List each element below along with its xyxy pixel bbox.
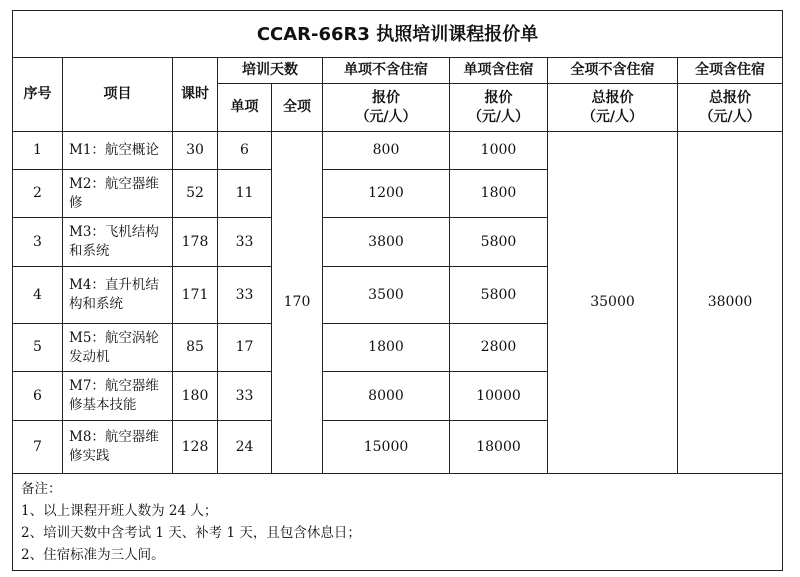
table-title: CCAR-66R3 执照培训课程报价单 [13, 11, 783, 58]
row-price-no-stay: 3500 [323, 267, 450, 324]
row-price-stay: 5800 [450, 218, 548, 267]
row-item: M2：航空器维修 [63, 170, 173, 218]
header-single-stay: 单项含住宿 [450, 58, 548, 84]
row-item: M3：飞机结构和系统 [63, 218, 173, 267]
header-all-no-stay: 全项不含住宿 [548, 58, 678, 84]
header-price-all-no-stay [548, 84, 678, 132]
row-price-no-stay: 8000 [323, 372, 450, 421]
total-price-label: 总报价 [709, 89, 751, 106]
row-price-stay: 18000 [450, 421, 548, 474]
notes-section [13, 474, 783, 571]
row-hours: 171 [173, 267, 218, 324]
notes-heading: 备注： [21, 481, 62, 497]
unit-label: （元/人） [467, 108, 530, 125]
row-price-stay: 1800 [450, 170, 548, 218]
row-days: 24 [218, 421, 272, 474]
row-price-no-stay: 3800 [323, 218, 450, 267]
row-seq: 1 [13, 132, 63, 170]
header-single-no-stay: 单项不含住宿 [323, 58, 450, 84]
header-hours: 课时 [173, 58, 218, 132]
row-seq: 6 [13, 372, 63, 421]
row-hours: 128 [173, 421, 218, 474]
row-item: M8：航空器维修实践 [63, 421, 173, 474]
merged-all-stay: 38000 [678, 132, 783, 474]
row-price-no-stay: 15000 [323, 421, 450, 474]
row-hours: 52 [173, 170, 218, 218]
row-item: M5：航空涡轮发动机 [63, 324, 173, 372]
row-price-no-stay: 1200 [323, 170, 450, 218]
note-item: 1、以上课程开班人数为 24 人； [21, 503, 218, 519]
header-price-single-stay [450, 84, 548, 132]
header-item: 项目 [63, 58, 173, 132]
note-item: 2、培训天数中含考试 1 天、补考 1 天，且包含休息日； [21, 525, 361, 541]
unit-label: （元/人） [355, 108, 417, 125]
row-days: 11 [218, 170, 272, 218]
header-all-stay: 全项含住宿 [678, 58, 783, 84]
row-days: 6 [218, 132, 272, 170]
row-seq: 5 [13, 324, 63, 372]
row-days: 33 [218, 372, 272, 421]
unit-label: （元/人） [581, 108, 644, 125]
row-hours: 180 [173, 372, 218, 421]
row-price-no-stay: 800 [323, 132, 450, 170]
row-days: 33 [218, 267, 272, 324]
row-price-stay: 2800 [450, 324, 548, 372]
row-item: M1：航空概论 [63, 132, 173, 170]
row-price-stay: 5800 [450, 267, 548, 324]
row-seq: 2 [13, 170, 63, 218]
quote-sheet [12, 10, 782, 564]
price-label: 报价 [372, 89, 400, 106]
row-item: M4：直升机结构和系统 [63, 267, 173, 324]
merged-all-no-stay: 35000 [548, 132, 678, 474]
price-label: 报价 [484, 89, 513, 106]
row-hours: 85 [173, 324, 218, 372]
header-days-all: 全项 [272, 84, 323, 132]
row-hours: 30 [173, 132, 218, 170]
row-days: 17 [218, 324, 272, 372]
row-hours: 178 [173, 218, 218, 267]
total-price-label: 总报价 [591, 89, 634, 106]
header-days-single: 单项 [218, 84, 272, 132]
table-row [13, 132, 783, 170]
price-table [12, 10, 783, 571]
row-price-stay: 10000 [450, 372, 548, 421]
header-days: 培训天数 [218, 58, 323, 84]
row-item: M7：航空器维修基本技能 [63, 372, 173, 421]
row-seq: 3 [13, 218, 63, 267]
header-price-single-no-stay [323, 84, 450, 132]
row-seq: 7 [13, 421, 63, 474]
header-price-all-stay [678, 84, 783, 132]
row-days: 33 [218, 218, 272, 267]
merged-days-all: 170 [272, 132, 323, 474]
header-seq: 序号 [13, 58, 63, 132]
unit-label: （元/人） [699, 108, 761, 125]
note-item: 2、住宿标准为三人间。 [21, 547, 165, 563]
row-seq: 4 [13, 267, 63, 324]
row-price-stay: 1000 [450, 132, 548, 170]
row-price-no-stay: 1800 [323, 324, 450, 372]
